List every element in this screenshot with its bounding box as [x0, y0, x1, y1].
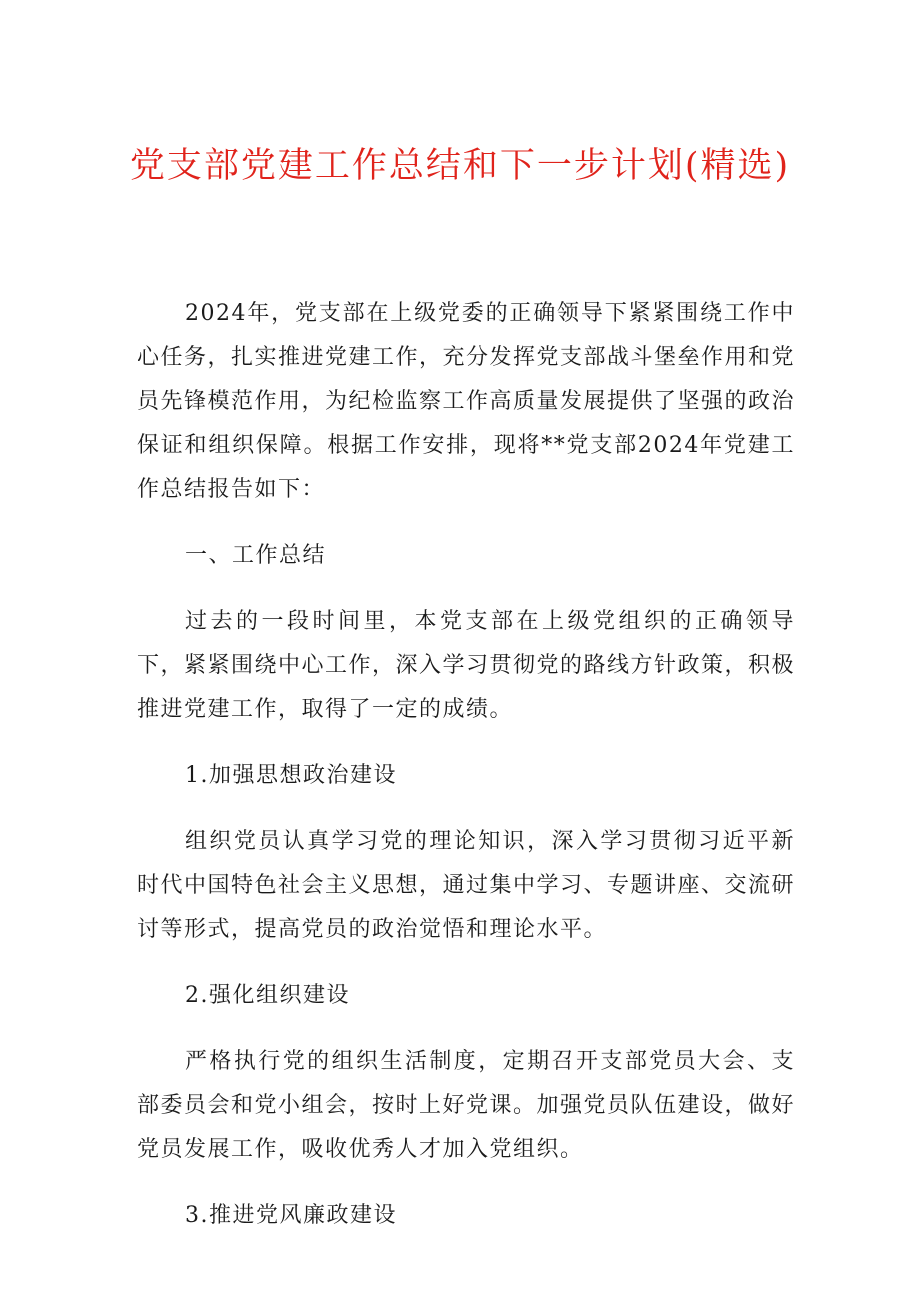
organization-paragraph: 严格执行党的组织生活制度，定期召开支部党员大会、支部委员会和党小组会，按时上好党课。加强党员队伍建设，做好党员发展工作，吸收优秀人才加入党组织。 — [137, 1049, 796, 1162]
document-body — [137, 292, 795, 1260]
intro-paragraph: 2024年，党支部在上级党委的正确领导下紧紧围绕工作中心任务，扎实推进党建工作，充分发挥党支部战斗堡垒作用和党员先锋模范作用，为纪检监察工作高质量发展提供了坚强的政治保证和组织保障。根据工作安排，现将**党支部2024年党建工作总结报告如下： — [137, 301, 796, 502]
document-title: 党支部党建工作总结和下一步计划(精选) — [129, 146, 791, 186]
subheading-ideological-building: 1.加强思想政治建设 — [185, 763, 397, 788]
section-heading-work-summary: 一、工作总结 — [185, 543, 327, 568]
summary-paragraph: 过去的一段时间里，本党支部在上级党组织的正确领导下，紧紧围绕中心工作，深入学习贯彻党的路线方针政策，积极推进党建工作，取得了一定的成绩。 — [137, 609, 796, 722]
ideological-paragraph: 组织党员认真学习党的理论知识，深入学习贯彻习近平新时代中国特色社会主义思想，通过集中学习、专题讲座、交流研讨等形式，提高党员的政治觉悟和理论水平。 — [137, 829, 796, 942]
subheading-integrity-building: 3.推进党风廉政建设 — [185, 1203, 397, 1228]
subheading-organization-building: 2.强化组织建设 — [185, 983, 350, 1008]
